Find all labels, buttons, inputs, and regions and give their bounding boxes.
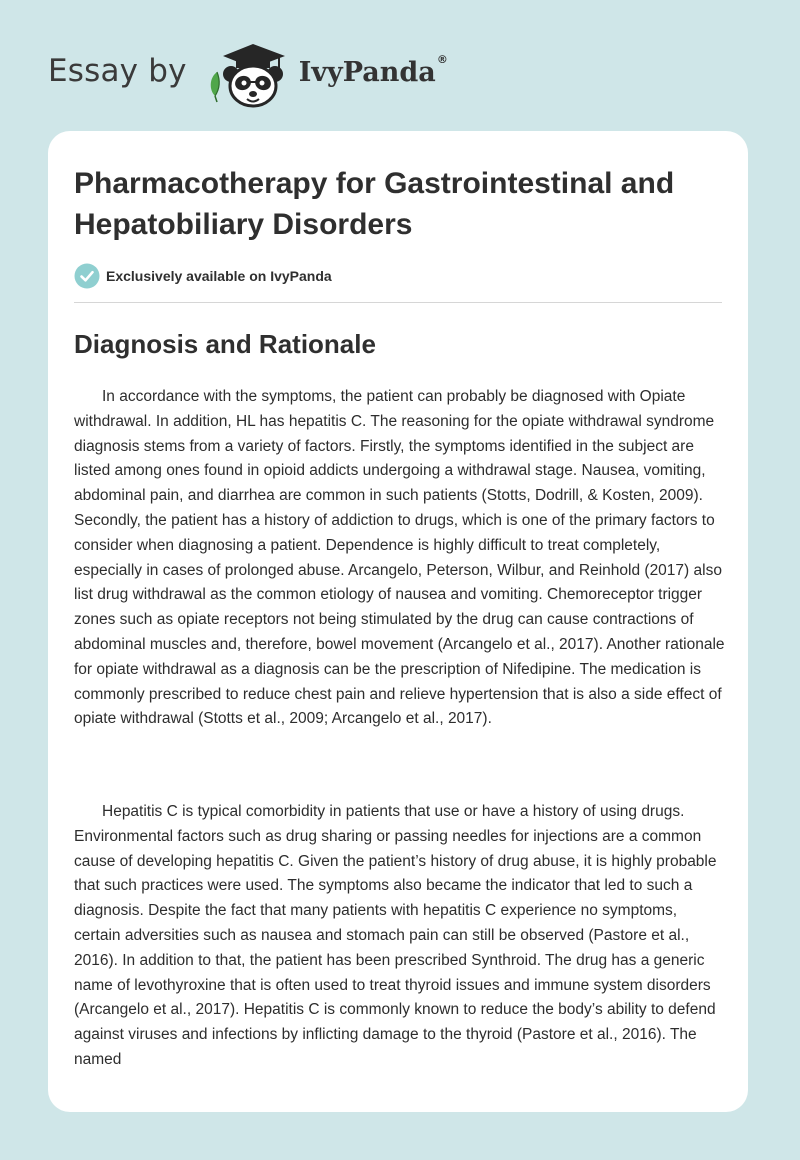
panda-graduation-cap-logo-icon — [203, 38, 295, 110]
registered-mark: ® — [436, 52, 448, 66]
brand-name — [298, 52, 448, 88]
page-title: Pharmacotherapy for Gastrointestinal and Hepatobiliary Disorders — [74, 167, 675, 241]
site-header-brand[interactable] — [48, 38, 448, 110]
title-divider — [74, 302, 722, 303]
paragraph: Hepatitis C is typical comorbidity in patients that use or have a history of using drugs. Environmental factors such as drug sharing or passing needles for injections are a common cause of developing hepatitis C. Given the patient’s history of drug abuse, it is highly probable that such practices were used. The symptoms also became the indicator that led to such a diagnosis. Despite the fact that many patients with hepatitis C experience no symptoms, certain adversities such as nausea and stomach pain can still be observed (Pastore et al., 2016). In addition to that, the patient has been prescribed Synthroid. The drug has a generic name of levothyroxine that is often used to treat thyroid issues and immune system disorders (Arcangelo et al., 2017). Hepatitis C is commonly known to reduce the body’s ability to defend against viruses and infections by inflicting damage to the thyroid (Pastore et al., 2016). The named — [74, 803, 717, 1068]
exclusive-badge — [74, 263, 332, 289]
essay-card — [48, 131, 748, 1112]
brand-name-text: IvyPanda — [298, 56, 436, 88]
leaf-icon — [210, 72, 218, 102]
section-heading: Diagnosis and Rationale — [74, 329, 376, 359]
exclusive-badge-label: Exclusively available on IvyPanda — [106, 268, 332, 284]
essay-by-label: Essay by — [48, 53, 187, 89]
paragraph: In accordance with the symptoms, the patient can probably be diagnosed with Opiate withdrawal. In addition, HL has hepatitis C. The reasoning for the opiate withdrawal syndrome diagnosis stems from a variety of factors. Firstly, the symptoms identified in the subject are listed among ones found in opioid addicts undergoing a withdrawal stage. Nausea, vomiting, abdominal pain, and diarrhea are common in such patients (Stotts, Dodrill, & Kosten, 2009). Secondly, the patient has a history of addiction to drugs, which is one of the primary factors to consider when diagnosing a patient. Dependence is highly difficult to treat completely, especially in cases of prolonged abuse. Arcangelo, Peterson, Wilbur, and Reinhold (2017) also list drug withdrawal as the common etiology of nausea and vomiting. Chemoreceptor trigger zones such as opiate receptors not being stimulated by the drug can cause contractions of abdominal muscles and, therefore, bowel movement (Arcangelo et al., 2017). Another rationale for opiate withdrawal as a diagnosis can be the prescription of Nifedipine. The medication is commonly prescribed to reduce chest pain and relieve hypertension that is also a side effect of opiate withdrawal (Stotts et al., 2009; Arcangelo et al., 2017). — [74, 388, 725, 728]
check-circle-icon — [74, 263, 100, 289]
